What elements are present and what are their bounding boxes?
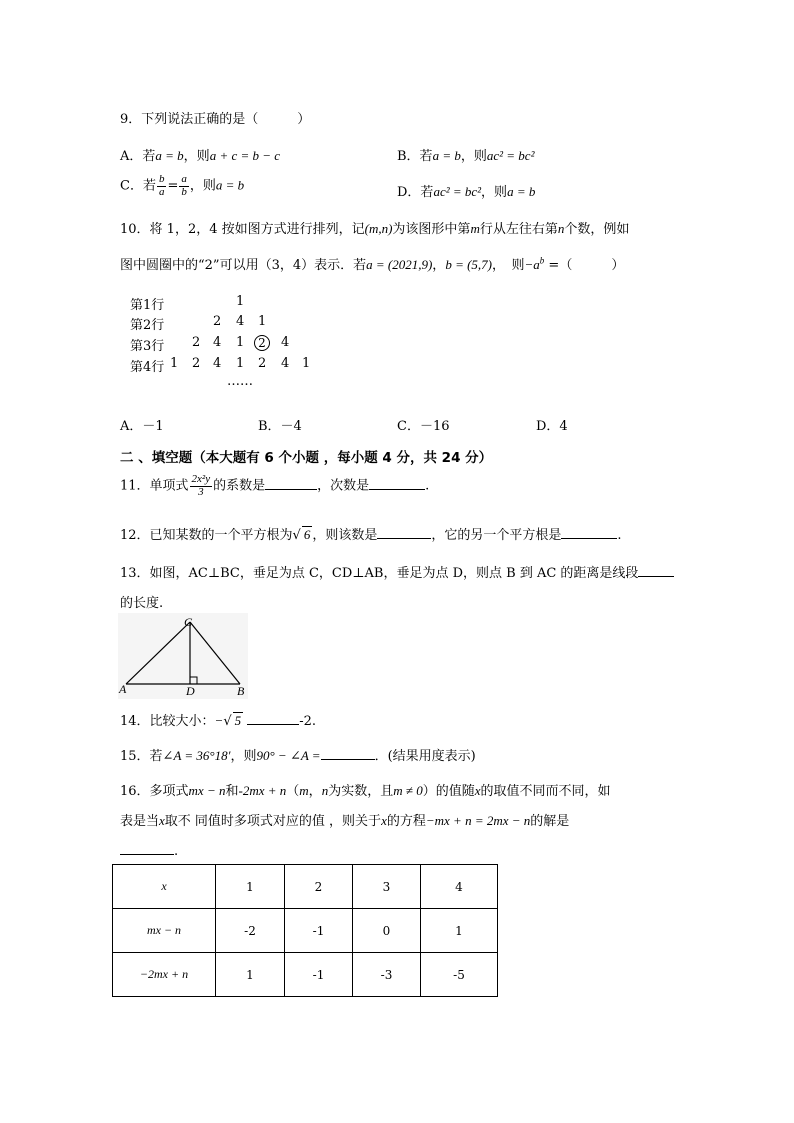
q10-expr-sup: b	[539, 255, 545, 266]
q10-a-def: a = (2021,9)	[366, 257, 433, 272]
q9-stem: 9．下列说法正确的是（ ）	[120, 112, 311, 127]
q10-n: n	[557, 221, 565, 236]
q10-num: 4	[213, 356, 222, 371]
q15-text-c: ．(结果用度表示)	[374, 749, 476, 764]
q16-t3: （	[286, 784, 300, 799]
table-cell: 1	[216, 953, 285, 997]
q9-a-cond: a = b	[155, 148, 184, 163]
q16-line3	[120, 842, 178, 859]
q10-num: 1	[258, 314, 267, 329]
q9-d-cond: ac² = bc²	[433, 184, 482, 199]
q10-text2-a: 图中圆圈中的“2”可以用（3，4）表示．若	[120, 258, 367, 273]
table-cell: -1	[285, 953, 353, 997]
q9-c-frac2: $\frac{a}{b}$	[181, 173, 187, 198]
q13-line1	[120, 562, 674, 581]
q14-text-a: 14．比较大小：	[120, 714, 215, 729]
q16-t9: 取不 同值时多项式对应的值 ，则关于	[164, 814, 382, 829]
q13-triangle-figure	[118, 613, 248, 699]
q10-row-label: 第3行	[130, 339, 165, 354]
q12-text-a: 12．已知某数的一个平方根为	[120, 528, 293, 543]
q9-b-cond: a = b	[432, 148, 461, 163]
q11	[120, 474, 429, 498]
q10-text-c: 为该图形中第	[392, 222, 471, 237]
q9-d-res: a = b	[507, 184, 536, 199]
q10-num: 4	[281, 335, 290, 350]
table-cell: 3	[353, 865, 421, 909]
table-cell: 2	[285, 865, 353, 909]
q9-option-a	[120, 145, 280, 164]
q14	[120, 710, 316, 729]
q10-expr: −a	[524, 257, 540, 272]
table-cell: -2	[216, 909, 285, 953]
table-cell: −2mx + n	[113, 953, 216, 997]
q10-text2-g: =（ ）	[544, 258, 625, 273]
q10-row-label: 第2行	[130, 318, 165, 333]
q10-option-c: C．－16	[397, 419, 450, 434]
label-C: C	[184, 615, 193, 629]
q10-num: 4	[213, 335, 222, 350]
q11-text-c: ，次数是	[317, 478, 370, 494]
q9-c-mid: ，则	[189, 178, 216, 194]
q9-b-label: B．若	[397, 149, 433, 164]
q9-a-res: a + c = b − c	[209, 148, 281, 163]
q14-radicand: 5	[234, 713, 242, 728]
sqrt-icon: √	[223, 714, 232, 729]
q10-option-a: A．－1	[120, 419, 164, 434]
q16-blank[interactable]	[120, 842, 174, 855]
q14-text-b: -2.	[299, 714, 317, 729]
q9-b-mid: ，则	[460, 149, 487, 164]
q9-d-mid: ，则	[481, 185, 508, 200]
q12-blank-1[interactable]	[377, 526, 431, 539]
q10-num: 1	[236, 335, 245, 350]
q15-expr: 90° − ∠A =	[256, 748, 321, 763]
q16-value-table	[112, 864, 498, 997]
table-row	[113, 953, 498, 997]
q9-c-frac1: $\frac{b}{a}$	[158, 173, 165, 198]
q10-num: 4	[281, 356, 290, 371]
q10-circled-num: 2	[254, 335, 270, 351]
q10-num: 1	[170, 356, 179, 371]
q12	[120, 524, 622, 543]
q16-t12: .	[174, 844, 179, 859]
q16-poly1: mx − n	[188, 783, 226, 798]
q16-line1	[120, 780, 611, 799]
table-cell: mx − n	[113, 909, 216, 953]
table-cell: 1	[216, 865, 285, 909]
q16-n: n	[321, 783, 329, 798]
q14-neg: −	[214, 713, 224, 728]
q12-text-c: ，它的另一个平方根是	[431, 528, 562, 543]
q10-text-d: 行从左往右第	[479, 222, 558, 237]
label-B: B	[237, 684, 245, 698]
q9-c-label: C．若	[120, 178, 156, 194]
q12-blank-2[interactable]	[561, 526, 617, 539]
q10-text-e: 个数，例如	[564, 222, 630, 237]
q16-cond: m ≠ 0	[393, 783, 423, 798]
q10-ellipsis: ……	[227, 374, 253, 389]
q15	[120, 745, 476, 764]
q16-t11: 的解是	[530, 814, 570, 829]
q9-option-b	[397, 145, 534, 164]
q10-row-label: 第1行	[130, 298, 165, 313]
q15-angle: ∠A = 36°18′	[162, 748, 231, 763]
table-cell: 4	[421, 865, 498, 909]
q16-t4: ，	[308, 784, 322, 799]
q9-a-mid: ，则	[183, 149, 210, 164]
q10-text-a: 10．将 1，2，4 按如图方式进行排列，记	[120, 222, 365, 237]
q10-line1	[120, 218, 629, 237]
q13-line2: 的长度.	[120, 596, 164, 611]
q9-d-label: D．若	[397, 185, 434, 200]
q13-text: 13．如图，AC⊥BC，垂足为点 C，CD⊥AB，垂足为点 D，则点 B 到 AC 的距离是线段	[120, 566, 639, 581]
q9-option-c	[120, 174, 244, 198]
q11-text-a: 11．单项式	[120, 478, 189, 494]
q10-b-def: b = (5,7)	[445, 257, 492, 272]
q16-t6: ）的值随	[422, 784, 475, 799]
q11-fraction: $\frac{\text{2x²y}}{3}$	[191, 473, 211, 498]
q16-t10: 的方程	[386, 814, 426, 829]
q16-x3: x	[381, 813, 387, 828]
q16-t7: 的取值不同而不同，如	[480, 784, 611, 799]
q10-text2-e: ， 则	[492, 258, 525, 273]
q10-num: 1	[236, 294, 245, 309]
q16-t2: 和	[225, 784, 239, 799]
q14-blank[interactable]	[247, 712, 299, 725]
q9-c-res: a = b	[215, 177, 245, 193]
q11-text-b: 的系数是	[213, 478, 266, 494]
q10-num: 2	[192, 356, 201, 371]
q10-text2-c: ，	[432, 258, 446, 273]
q12-radicand: 6	[303, 527, 311, 542]
q15-blank[interactable]	[321, 747, 375, 760]
q9-b-res: ac² = bc²	[486, 148, 535, 163]
q10-num: 4	[236, 314, 245, 329]
q10-num: 2	[213, 314, 222, 329]
q10-num: 1	[236, 356, 245, 371]
q9-c-eq: =	[167, 178, 179, 194]
q10-line2	[120, 254, 624, 273]
table-cell: 0	[353, 909, 421, 953]
table-cell: x	[113, 865, 216, 909]
q10-num: 2	[192, 335, 201, 350]
table-cell: -1	[285, 909, 353, 953]
q16-line2	[120, 810, 569, 829]
q11-text-d: .	[425, 478, 430, 494]
q9-a-label: A．若	[120, 149, 156, 164]
q10-num: 2	[258, 356, 267, 371]
q16-x2: x	[159, 813, 165, 828]
q16-x1: x	[474, 783, 481, 798]
q9-option-d	[397, 181, 535, 200]
label-A: A	[119, 682, 127, 696]
q15-text-b: ，则	[230, 749, 257, 764]
q11-blank-2[interactable]	[369, 477, 425, 490]
table-row	[113, 909, 498, 953]
q10-m: m	[470, 221, 480, 236]
q11-blank-1[interactable]	[265, 477, 317, 490]
table-cell: -5	[421, 953, 498, 997]
q10-row-label: 第4行	[130, 360, 165, 375]
q16-t5: 为实数，且	[328, 784, 394, 799]
label-D: D	[186, 684, 195, 698]
figure-background	[118, 613, 248, 699]
q15-text-a: 15．若	[120, 749, 163, 764]
table-row	[113, 865, 498, 909]
q12-text-d: .	[617, 528, 622, 543]
sqrt-icon: √	[292, 528, 301, 543]
q10-option-d: D．4	[536, 419, 568, 434]
q10-num: 1	[302, 356, 311, 371]
q16-equation: −mx + n = 2mx − n	[425, 813, 531, 828]
section-2-title: 二 、填空题（本大题有 6 个小题 ，每小题 4 分，共 24 分）	[120, 450, 493, 466]
q12-text-b: ，则该数是	[312, 528, 378, 543]
q16-poly2: -2mx + n	[238, 783, 287, 798]
q16-t8: 表是当	[120, 814, 160, 829]
table-cell: -3	[353, 953, 421, 997]
q13-blank[interactable]	[638, 564, 674, 577]
q16-t1: 16．多项式	[120, 784, 189, 799]
q10-mn: (m,n)	[364, 221, 393, 236]
table-cell: 1	[421, 909, 498, 953]
q16-m: m	[299, 783, 309, 798]
q10-option-b: B．－4	[258, 419, 302, 434]
